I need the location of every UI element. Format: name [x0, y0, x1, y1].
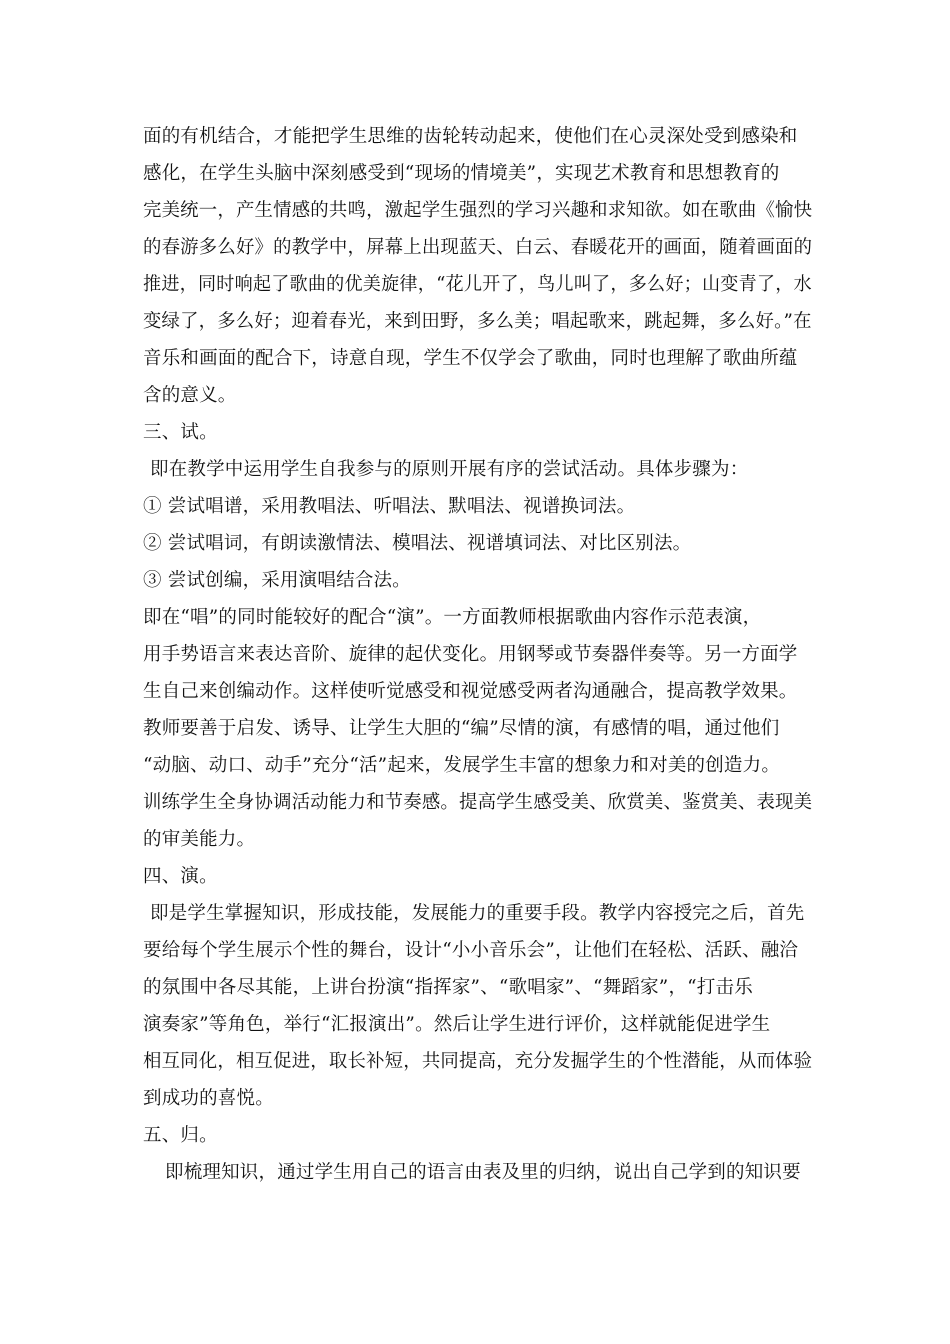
paragraph-line: 到成功的喜悦。 — [143, 1088, 274, 1109]
paragraph-line: 音乐和画面的配合下，诗意自现，学生不仅学会了歌曲，同时也理解了歌曲所蕴 — [143, 348, 798, 369]
section-heading: 三、试。 — [143, 422, 218, 443]
list-item: ③ 尝试创编，采用演唱结合法。 — [143, 570, 411, 591]
paragraph-line: 即梳理知识，通过学生用自己的语言由表及里的归纳，说出自己学到的知识要 — [165, 1162, 801, 1183]
paragraph-line: 推进，同时响起了歌曲的优美旋律，“花儿开了，鸟儿叫了，多么好；山变青了，水 — [143, 274, 812, 295]
paragraph-line: 用手势语言来表达音阶、旋律的起伏变化。用钢琴或节奏器伴奏等。另一方面学 — [143, 644, 798, 665]
paragraph-line: “动脑、动口、动手”充分“活”起来，发展学生丰富的想象力和对美的创造力。 — [143, 755, 781, 776]
paragraph-line: 相互同化，相互促进，取长补短，共同提高，充分发掘学生的个性潜能，从而体验 — [143, 1051, 813, 1072]
paragraph-line: 的春游多么好》的教学中，屏幕上出现蓝天、白云、春暖花开的画面，随着画面的 — [143, 237, 813, 258]
paragraph-line: 感化，在学生头脑中深刻感受到“现场的情境美”，实现艺术教育和思想教育的 — [143, 163, 780, 184]
paragraph-line: 即在“唱”的同时能较好的配合“演”。一方面教师根据歌曲内容作示范表演， — [143, 607, 762, 628]
paragraph-line: 的审美能力。 — [143, 829, 256, 850]
paragraph-line: 教师要善于启发、诱导、让学生大胆的“编”尽情的演，有感情的唱，通过他们 — [143, 718, 780, 739]
paragraph-line: 变绿了，多么好；迎着春光，来到田野，多么美；唱起歌来，跳起舞，多么好。”在 — [143, 311, 812, 332]
list-item: ② 尝试唱词，有朗读激情法、模唱法、视谱填词法、对比区别法。 — [143, 533, 692, 554]
paragraph-line: 要给每个学生展示个性的舞台，设计“小小音乐会”，让他们在轻松、活跃、融洽 — [143, 940, 799, 961]
paragraph-line: 即是学生掌握知识，形成技能，发展能力的重要手段。教学内容授完之后，首先 — [150, 903, 805, 924]
paragraph-line: 含的意义。 — [143, 385, 237, 406]
paragraph-line: 完美统一，产生情感的共鸣，激起学生强烈的学习兴趣和求知欲。如在歌曲《愉快 — [143, 200, 813, 221]
paragraph-line: 的氛围中各尽其能，上讲台扮演“指挥家”、“歌唱家”、“舞蹈家”，“打击乐 — [143, 977, 753, 998]
paragraph-line: 演奏家”等角色，举行“汇报演出”。然后让学生进行评价，这样就能促进学生 — [143, 1014, 771, 1035]
paragraph-line: 即在教学中运用学生自我参与的原则开展有序的尝试活动。具体步骤为： — [150, 459, 749, 480]
list-item: ① 尝试唱谱，采用教唱法、听唱法、默唱法、视谱换词法。 — [143, 496, 636, 517]
paragraph-line: 训练学生全身协调活动能力和节奏感。提高学生感受美、欣赏美、鉴赏美、表现美 — [143, 792, 813, 813]
paragraph-line: 生自己来创编动作。这样使听觉感受和视觉感受两者沟通融合，提高教学效果。 — [143, 681, 798, 702]
section-heading: 五、归。 — [143, 1125, 218, 1146]
paragraph-line: 面的有机结合，才能把学生思维的齿轮转动起来，使他们在心灵深处受到感染和 — [143, 126, 798, 147]
section-heading: 四、演。 — [143, 866, 218, 887]
